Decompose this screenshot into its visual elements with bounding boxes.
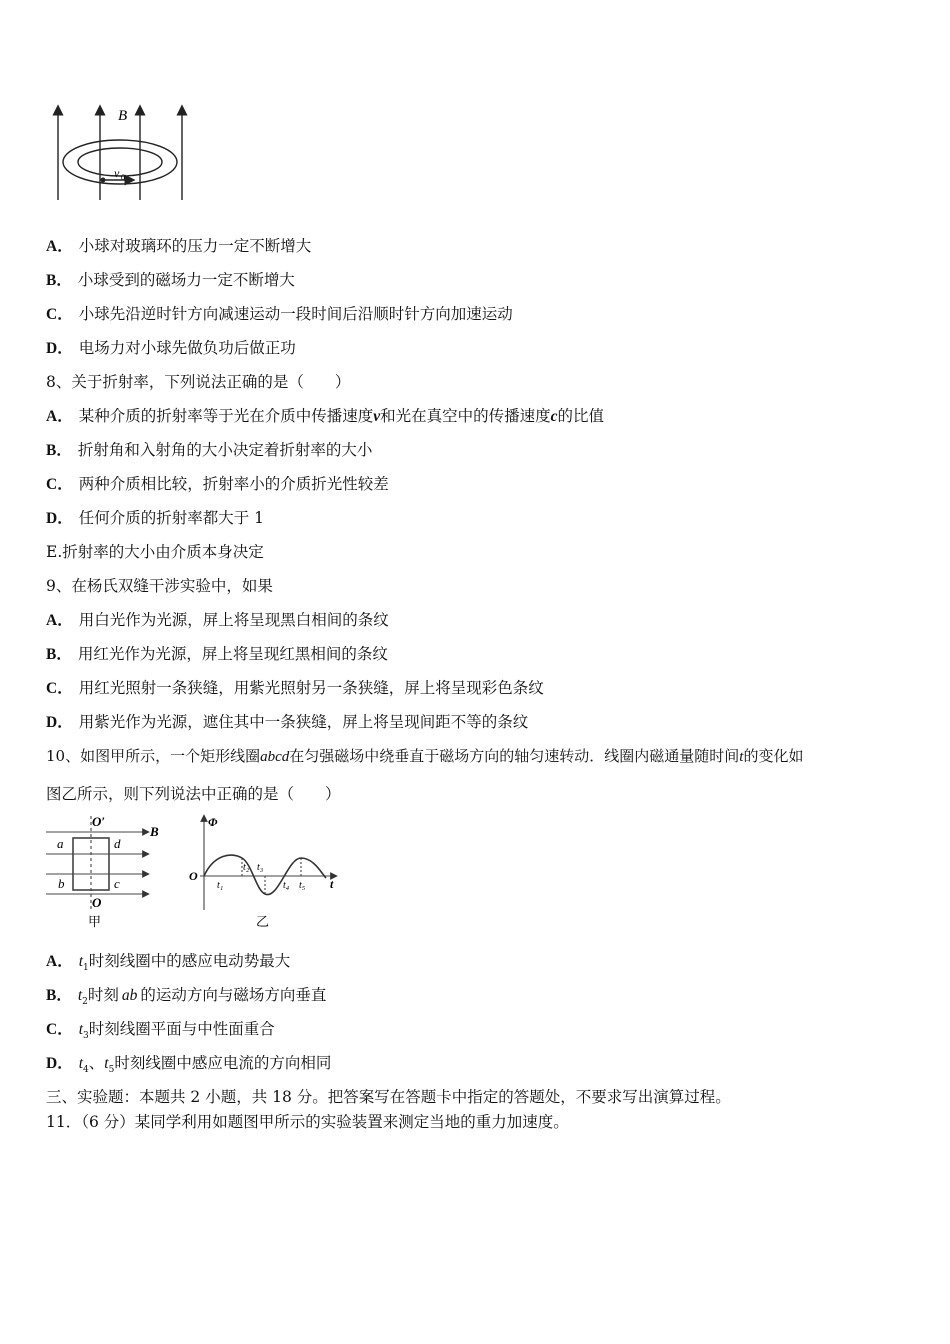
axis-label-phi: Φ xyxy=(208,815,218,829)
option-label: D． xyxy=(46,510,73,527)
q8-option-e: E.折射率的大小由介质本身决定 xyxy=(46,543,264,561)
field-label-B: B xyxy=(150,824,159,839)
var-t: t xyxy=(77,987,83,1004)
velocity-subscript: 0 xyxy=(121,173,125,182)
corner-label-a: a xyxy=(57,836,64,851)
option-text: 和光在真空中的传播速度 xyxy=(380,407,551,425)
var-t: t xyxy=(739,749,744,765)
q7-option-d xyxy=(46,338,296,359)
var-t4: t xyxy=(78,1055,84,1072)
figure-caption-jia: 甲 xyxy=(88,914,102,929)
option-text: 用白光作为光源，屏上将呈现黑白相间的条纹 xyxy=(78,611,389,629)
ring-magnetic-field-figure xyxy=(44,100,204,205)
option-text: 两种介质相比较，折射率小的介质折光性较差 xyxy=(78,475,389,493)
option-text: 电场力对小球先做负功后做正功 xyxy=(78,339,296,357)
option-text: 小球受到的磁场力一定不断增大 xyxy=(77,271,295,289)
option-label: C． xyxy=(46,680,73,697)
section-3-heading: 三、实验题：本题共 2 小题，共 18 分。把答案写在答题卡中指定的答题处，不要求写出演算过程。 xyxy=(46,1088,731,1106)
tick-label-t2: t₂ xyxy=(243,862,250,873)
tick-label-t3: t₃ xyxy=(257,862,264,873)
var-t: t xyxy=(78,953,84,970)
option-text: 的比值 xyxy=(557,407,605,425)
coil-figure-jia xyxy=(44,812,174,930)
axis-label-t: t xyxy=(330,877,334,891)
figure-caption-yi: 乙 xyxy=(256,914,270,929)
option-text: 小球先沿逆时针方向减速运动一段时间后沿顺时针方向加速运动 xyxy=(78,305,513,323)
option-label: B． xyxy=(46,646,72,663)
q8-option-d xyxy=(46,508,264,529)
subscript: 1 xyxy=(83,963,89,974)
q10-option-b xyxy=(46,985,326,1012)
q10-option-c xyxy=(46,1019,275,1046)
q9-option-b xyxy=(46,644,388,665)
origin-label: O xyxy=(189,869,198,883)
tick-label-t5: t₅ xyxy=(299,880,306,891)
option-label: A． xyxy=(46,953,73,970)
q7-option-b xyxy=(46,270,295,291)
q9-stem: 9、在杨氏双缝干涉实验中，如果 xyxy=(46,577,273,595)
subscript: 3 xyxy=(83,1031,89,1042)
option-label: A． xyxy=(46,612,73,629)
tick-label-t4: t₄ xyxy=(283,880,290,891)
corner-label-b: b xyxy=(58,876,65,891)
option-text: 用紫光作为光源，遮住其中一条狭缝，屏上将呈现间距不等的条纹 xyxy=(78,713,529,731)
option-text: 的运动方向与磁场方向垂直 xyxy=(140,986,327,1004)
q9-option-d xyxy=(46,712,528,733)
option-label: D． xyxy=(46,714,73,731)
var-c: c xyxy=(550,408,558,425)
stem-text: 10、如图甲所示，一个矩形线圈 xyxy=(46,747,261,765)
tick-label-t1: t₁ xyxy=(217,880,224,891)
var-abcd: abcd xyxy=(260,749,290,765)
field-B-label: B xyxy=(118,108,128,124)
option-label: D． xyxy=(46,340,73,357)
option-text: 某种介质的折射率等于光在介质中传播速度 xyxy=(78,407,374,425)
option-label: A． xyxy=(46,238,73,255)
option-label: B． xyxy=(46,272,72,289)
stem-text: 在匀强磁场中绕垂直于磁场方向的轴匀速转动．线圈内磁通量随时间 xyxy=(289,747,740,765)
q10-stem-line1 xyxy=(46,746,803,767)
option-text: 任何介质的折射率都大于 1 xyxy=(78,509,264,527)
option-text: 时刻线圈平面与中性面重合 xyxy=(88,1020,275,1038)
axis-label-O-prime: O′ xyxy=(92,814,106,829)
var-ab: ab xyxy=(121,987,138,1004)
q9-option-a xyxy=(46,610,389,631)
corner-label-c: c xyxy=(114,876,120,891)
q10-stem-line2: 图乙所示，则下列说法中正确的是（ ） xyxy=(46,785,341,803)
separator: 、 xyxy=(88,1054,105,1072)
q8-option-b xyxy=(46,440,372,461)
option-text: 小球对玻璃环的压力一定不断增大 xyxy=(78,237,312,255)
var-t5: t xyxy=(104,1055,109,1072)
option-text: 时刻 xyxy=(87,986,119,1004)
option-label: B． xyxy=(46,442,72,459)
option-text: 折射角和入射角的大小决定着折射率的大小 xyxy=(77,441,373,459)
q8-option-c xyxy=(46,474,389,495)
option-label: A． xyxy=(46,408,73,425)
q7-option-a xyxy=(46,236,311,257)
axis-label-O: O xyxy=(92,895,102,910)
velocity-label: v xyxy=(114,166,120,180)
option-label: C． xyxy=(46,476,73,493)
q8-option-a xyxy=(46,406,604,427)
subscript: 5 xyxy=(108,1065,115,1076)
option-text: 用红光作为光源，屏上将呈现红黑相间的条纹 xyxy=(77,645,388,663)
q9-option-c xyxy=(46,678,544,699)
q7-option-c xyxy=(46,304,513,325)
option-label: C． xyxy=(46,1021,73,1038)
flux-graph-yi xyxy=(186,812,346,930)
option-label: D． xyxy=(46,1055,73,1072)
q10-option-d xyxy=(46,1053,331,1080)
option-text: 用红光照射一条狭缝，用紫光照射另一条狭缝，屏上将呈现彩色条纹 xyxy=(78,679,544,697)
corner-label-d: d xyxy=(114,836,121,851)
stem-text: 的变化如 xyxy=(743,747,804,765)
option-label: B． xyxy=(46,987,72,1004)
subscript: 4 xyxy=(83,1065,89,1076)
q11-stem: 11．（6 分）某同学利用如题图甲所示的实验装置来测定当地的重力加速度。 xyxy=(46,1113,569,1131)
subscript: 2 xyxy=(82,997,88,1008)
option-label: C． xyxy=(46,306,73,323)
option-text: 时刻线圈中的感应电动势最大 xyxy=(88,952,291,970)
q10-option-a xyxy=(46,951,290,978)
q8-stem: 8、关于折射率，下列说法正确的是（ ） xyxy=(46,373,351,391)
option-text: 时刻线圈中感应电流的方向相同 xyxy=(114,1054,332,1072)
var-t: t xyxy=(78,1021,84,1038)
var-v: v xyxy=(373,408,381,425)
